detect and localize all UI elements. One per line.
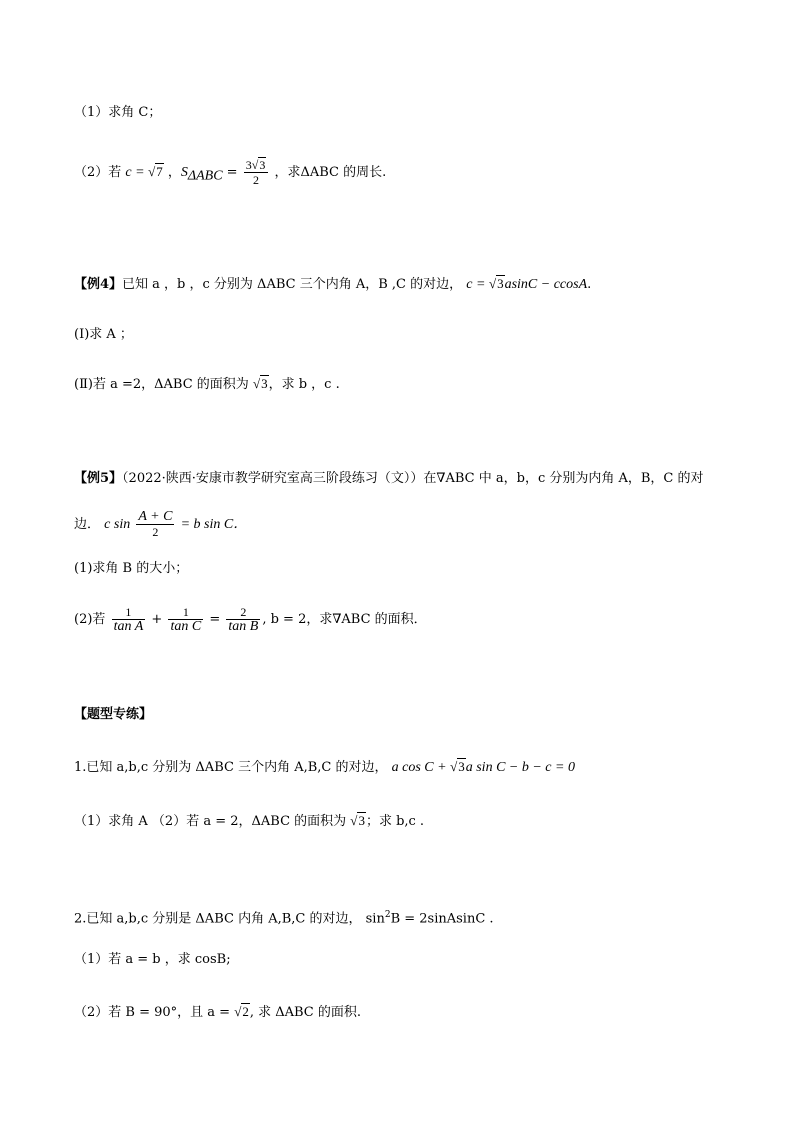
example-5-equation: 边． c sin $\frac{A + C}{2}$ = b sin C． <box>74 509 248 539</box>
practice-question-2-part-1: （1）若 a = b ，求 cosB; <box>74 952 231 967</box>
question-part-2: （2）若 c = √7 ，$S_{\Delta ABC}$ = $\frac{3√3}{2}$ ，求ΔABC 的周长. <box>74 158 387 187</box>
question-part-1: （1）求角 C； <box>74 105 162 120</box>
example-5-statement: 【例5】（2022·陕西·安康市教学研究室高三阶段练习（文））在∇ABC 中 a，b，c 分别为内角 A，B，C 的对 <box>74 471 704 486</box>
area-fraction: $\frac{3√3}{2}$ <box>244 158 269 187</box>
example-5-part-2: (2)若 $\frac{1}{\text{tan A}}$ + $\frac{1}{\text{tan C}}$ = $\frac{2}{\text{tan B}}$ , b = 2，求∇ABC 的面积． <box>74 605 427 634</box>
practice-question-1: 1.已知 a,b,c 分别为 ΔABC 三个内角 A,B,C 的对边， a cos C + √3a sin C − b − c = 0 <box>74 759 575 775</box>
practice-question-2-part-2: （2）若 B = 90°，且 a = √2, 求 ΔABC 的面积. <box>74 1004 362 1020</box>
example-4-part-2: (Ⅱ)若 a =2，ΔABC 的面积为 √3，求 b ，c . <box>74 376 340 392</box>
example-4-part-1: (Ⅰ)求 A ； <box>74 327 133 342</box>
sqrt-7: √7 <box>148 164 163 179</box>
example-5-part-1: (1)求角 B 的大小； <box>74 561 189 576</box>
practice-heading: 【题型专练】 <box>74 707 153 722</box>
practice-question-1-parts: （1）求角 A （2）若 a = 2，ΔABC 的面积为 √3；求 b,c . <box>74 813 425 829</box>
practice-question-2: 2.已知 a,b,c 分别是 ΔABC 内角 A,B,C 的对边， $\sin^2B$ = 2sinAsinC . <box>74 910 494 927</box>
example-4-statement: 【例4】已知 a ，b ，c 分别为 ΔABC 三个内角 A，B ,C 的对边， c = √3asinC − ccosA. <box>74 276 592 292</box>
